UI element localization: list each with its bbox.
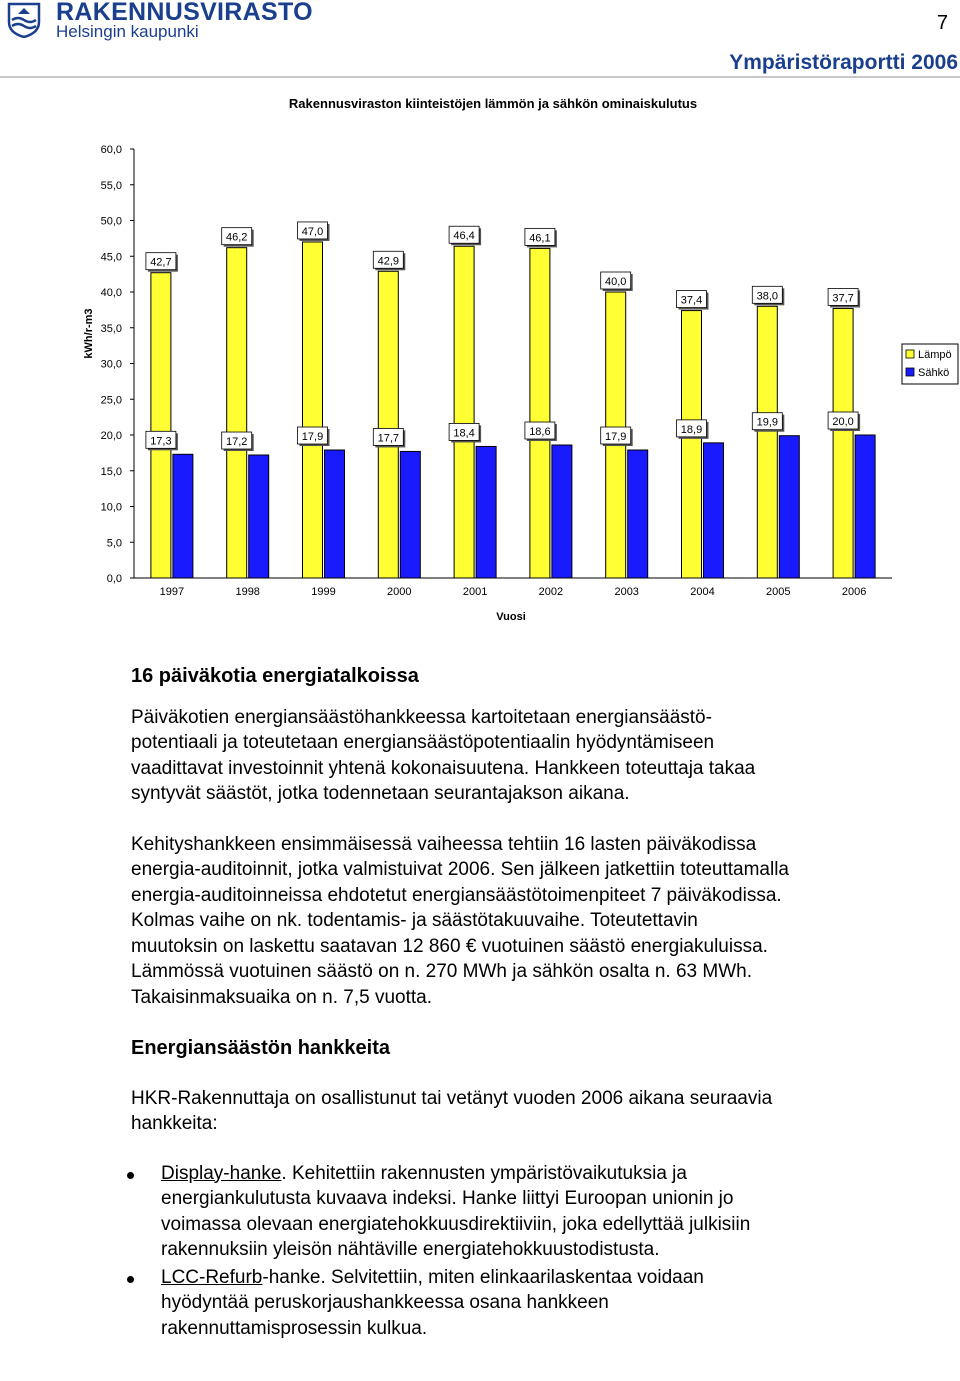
bar-lampo: [757, 306, 777, 578]
bar-lampo: [454, 246, 474, 578]
paragraph-line: muutoksin on laskettu saatavan 12 860 € vuotuinen säästö energiakuluissa.: [131, 935, 768, 957]
chart-title: Rakennusviraston kiinteistöjen lämmön ja sähkön ominaiskulutus: [288, 96, 698, 111]
paragraph-line: vaadittavat investoinnit yhtenä kokonaisuutena. Hankkeen toteuttaja takaa: [131, 757, 756, 779]
legend-label-sahko: Sähkö: [918, 367, 950, 379]
section-heading-projects: Energiansäästön hankkeita: [131, 1037, 390, 1059]
paragraph-line: voimassa olevaan energiatehokkuusdirektiiviin, joka edellyttää julkisiin: [161, 1213, 751, 1235]
paragraph-line: potentiaali ja toteutetaan energiansäästöpotentiaalin hyödyntämiseen: [131, 732, 715, 753]
header-divider: [0, 76, 960, 78]
legend-swatch-lampo: [906, 350, 914, 358]
y-tick-label: 55,0: [100, 179, 122, 192]
x-tick-label: 2005: [766, 586, 791, 598]
y-tick-label: 0,0: [106, 573, 122, 585]
y-tick-label: 5,0: [106, 537, 122, 550]
paragraph-line: . Kehitettiin rakennusten ympäristövaikutuksia ja: [281, 1162, 687, 1184]
bar-lampo: [151, 273, 171, 578]
data-label-sahko: 17,2: [225, 436, 248, 449]
y-tick-label: 60,0: [100, 144, 122, 156]
data-label-lampo: 40,0: [604, 276, 627, 288]
bar-lampo: [833, 308, 853, 578]
brand-name: RAKENNUSVIRASTO: [56, 0, 313, 26]
data-label-lampo: 38,0: [756, 290, 779, 303]
list-item-lcc-refurb: [131, 1265, 941, 1342]
data-label-lampo: 46,1: [529, 232, 551, 245]
paragraph-line: energiankulutusta kuvaava indeksi. Hanke liittyi Euroopan unionin jo: [161, 1188, 734, 1209]
project-list: [131, 1161, 941, 1342]
data-label-sahko: 18,9: [680, 423, 703, 436]
y-tick-label: 35,0: [100, 322, 122, 335]
paragraph-line: HKR-Rakennuttaja on osallistunut tai vetänyt vuoden 2006 aikana seuraavia: [131, 1087, 773, 1109]
report-title: Ympäristöraportti 2006: [729, 51, 958, 74]
page-number: 7: [936, 12, 948, 34]
paragraph-line: syntyvät säästöt, jotka todennetaan seurantajakson aikana.: [131, 783, 630, 804]
bar-sahko: [249, 455, 269, 578]
data-label-sahko: 18,6: [529, 426, 551, 439]
paragraph-line: -hanke. Selvitettiin, miten elinkaarilaskentaa voidaan: [262, 1266, 704, 1288]
y-tick-label: 45,0: [100, 251, 122, 264]
bar-sahko: [855, 435, 875, 578]
data-label-sahko: 19,9: [756, 416, 779, 429]
paragraph-line: Kehityshankkeen ensimmäisessä vaiheessa tehtiin 16 lasten päiväkodissa: [131, 833, 757, 855]
data-label-lampo: 42,7: [150, 256, 172, 269]
x-tick-label: 2002: [538, 586, 564, 598]
projects-intro: [131, 1086, 941, 1137]
data-label-lampo: 46,4: [453, 230, 475, 243]
paragraph-line: Lämmössä vuotuinen säästö on n. 270 MWh ja sähkön osalta n. 63 MWh.: [131, 961, 752, 982]
bar-sahko: [704, 443, 724, 578]
x-tick-label: 2000: [387, 586, 412, 598]
legend-label-lampo: Lämpö: [918, 349, 952, 361]
page-header: [0, 0, 960, 80]
data-label-sahko: 18,4: [453, 427, 475, 440]
paragraph-line: rakennuttamisprosessin kulkua.: [161, 1317, 428, 1339]
paragraph-line: hyödyntää peruskorjaushankkeessa osana hankkeen: [161, 1292, 609, 1313]
x-tick-label: 1999: [311, 586, 336, 598]
paragraph-line: Päiväkotien energiansäästöhankkeessa kartoitetaan energiansäästö-: [131, 706, 712, 728]
y-tick-label: 25,0: [100, 394, 122, 407]
paragraph-line: Kolmas vaihe on nk. todentamis- ja säästötakuuvaihe. Toteutettavin: [131, 910, 698, 931]
paragraph-line: rakennuksiin yleisön nähtäville energiatehokkuustodistusta.: [161, 1239, 660, 1260]
data-label-sahko: 20,0: [832, 416, 854, 428]
bar-sahko: [552, 445, 572, 578]
x-tick-label: 1998: [235, 586, 260, 598]
bullet-icon: [127, 1172, 134, 1179]
helsinki-crest-icon: [6, 2, 42, 38]
y-tick-label: 40,0: [100, 287, 122, 299]
display-hanke-link[interactable]: Display-hanke: [161, 1162, 282, 1184]
y-axis-label: kWh/r-m3: [83, 308, 95, 359]
bar-sahko: [325, 450, 345, 578]
bar-sahko: [628, 450, 648, 578]
content-body: [131, 664, 941, 1341]
y-tick-label: 20,0: [100, 430, 122, 442]
bar-lampo: [378, 271, 398, 578]
bar-lampo: [303, 242, 323, 578]
data-label-lampo: 46,2: [225, 231, 248, 244]
legend-swatch-sahko: [906, 368, 914, 376]
data-label-sahko: 17,9: [604, 431, 627, 444]
section-heading-kindergartens: 16 päiväkotia energiatalkoissa: [131, 665, 419, 687]
brand-subtitle: Helsingin kaupunki: [56, 22, 199, 41]
data-label-sahko: 17,7: [377, 432, 400, 445]
paragraph-1: [131, 705, 941, 807]
x-tick-label: 2001: [462, 586, 488, 598]
y-tick-label: 50,0: [100, 215, 122, 228]
paragraph-line: energia-auditoinneissa ehdotetut energiansäästötoimenpiteet 7 päiväkodissa.: [131, 884, 782, 906]
data-label-sahko: 17,3: [150, 435, 172, 448]
y-tick-label: 10,0: [100, 501, 122, 514]
y-tick-label: 30,0: [100, 358, 122, 371]
y-tick-label: 15,0: [100, 465, 122, 478]
bar-sahko: [400, 451, 420, 578]
data-label-lampo: 37,4: [680, 294, 703, 307]
lcc-refurb-link[interactable]: LCC-Refurb: [161, 1266, 263, 1288]
data-label-lampo: 47,0: [301, 225, 324, 238]
x-tick-label: 2006: [841, 586, 867, 598]
data-label-lampo: 42,9: [377, 255, 400, 268]
paragraph-line: hankkeita:: [131, 1113, 218, 1134]
bar-lampo: [530, 248, 550, 578]
consumption-chart: [0, 86, 960, 636]
x-tick-label: 2003: [614, 586, 639, 598]
bar-lampo: [227, 248, 247, 578]
paragraph-line: energia-auditoinnit, jotka valmistuivat 2006. Sen jälkeen jatkettiin toteuttamalla: [131, 859, 789, 880]
bar-sahko: [173, 454, 193, 578]
data-label-sahko: 17,9: [301, 431, 324, 444]
bar-sahko: [779, 436, 799, 578]
bullet-icon: [127, 1276, 134, 1283]
x-tick-label: 2004: [690, 586, 715, 598]
data-label-lampo: 37,7: [832, 292, 854, 305]
paragraph-line: Takaisinmaksuaika on n. 7,5 vuotta.: [131, 986, 433, 1008]
x-axis-label: Vuosi: [496, 611, 526, 623]
bar-sahko: [476, 446, 496, 578]
list-item-display: [131, 1161, 941, 1263]
bar-lampo: [682, 311, 702, 578]
paragraph-2: [131, 832, 941, 1011]
x-tick-label: 1997: [159, 586, 185, 598]
